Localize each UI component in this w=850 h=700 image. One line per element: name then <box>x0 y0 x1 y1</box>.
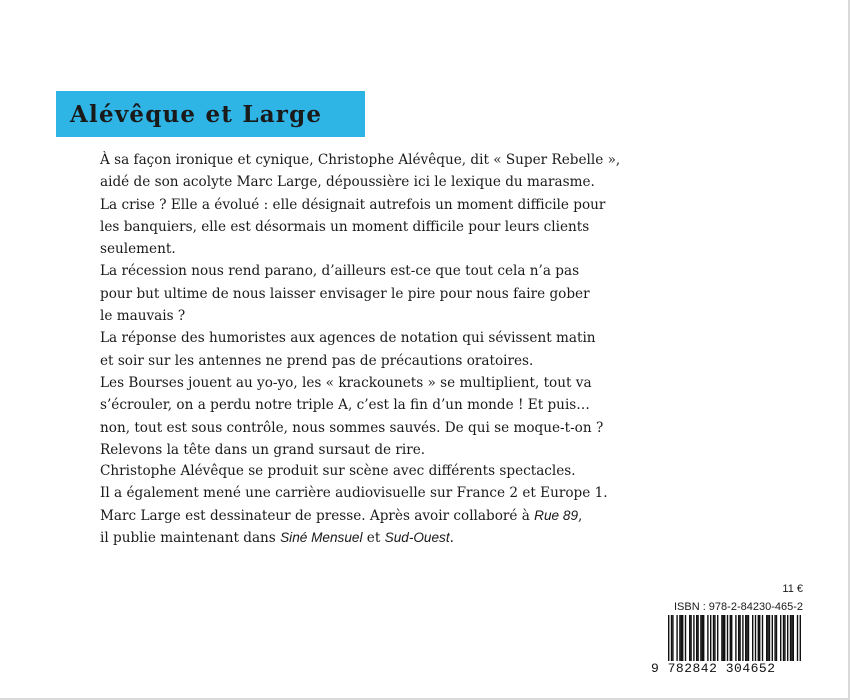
barcode-bar <box>681 615 682 661</box>
barcode-bar <box>697 615 698 661</box>
bio-line <box>100 527 608 549</box>
barcode-bar <box>727 615 728 661</box>
bio-text: , <box>578 507 583 524</box>
barcode-bar <box>745 615 746 661</box>
barcode-bar <box>693 615 694 661</box>
barcode-bar <box>682 615 683 661</box>
blurb-line: La crise ? Elle a évolué : elle désignait autrefois un moment difficile pour <box>100 196 606 213</box>
barcode-bar <box>700 615 701 661</box>
bio-text: et <box>362 529 385 546</box>
barcode-bar <box>723 615 724 661</box>
barcode-bar <box>730 615 731 661</box>
barcode-bar <box>758 615 759 661</box>
barcode-bar <box>797 615 798 661</box>
barcode-bar <box>793 615 794 661</box>
blurb-line: les banquiers, elle est désormais un moment difficile pour leurs clients <box>100 218 590 235</box>
barcode-bar <box>755 615 756 661</box>
blurb-line: et soir sur les antennes ne prend pas de précautions oratoires. <box>100 352 534 369</box>
barcode-bar <box>742 615 743 661</box>
bio-line: Christophe Alévêque se produit sur scène avec différents spectacles. <box>100 463 576 479</box>
barcode-bar <box>690 615 691 661</box>
barcode-bar <box>685 615 686 661</box>
barcode-bar <box>774 615 775 661</box>
barcode-bar <box>759 615 760 661</box>
barcode-bar <box>752 615 753 661</box>
barcode-bar <box>679 615 680 661</box>
bio-text: . <box>449 529 454 546</box>
blurb-line: La réponse des humoristes aux agences de notation qui sévissent matin <box>100 330 596 347</box>
price-label: 11 € <box>782 583 803 595</box>
barcode-bar <box>707 615 708 661</box>
blurb-text <box>100 149 620 461</box>
barcode-bar <box>748 615 749 661</box>
barcode-bar <box>772 615 773 661</box>
title-banner <box>56 91 365 137</box>
bio-text: il publie maintenant dans <box>100 529 281 546</box>
barcode-bar <box>721 615 722 661</box>
barcode-bar <box>717 615 718 661</box>
barcode-bar <box>762 615 763 661</box>
barcode-bar <box>724 615 725 661</box>
bio-text: Marc Large est dessinateur de presse. Après avoir collaboré à <box>100 507 535 524</box>
barcode-bar <box>713 615 714 661</box>
barcode-bar <box>738 615 739 661</box>
barcode-bar <box>769 615 770 661</box>
author-bio <box>100 460 608 549</box>
barcode-bar <box>783 615 784 661</box>
barcode-bar <box>710 615 711 661</box>
blurb-line: seulement. <box>100 241 176 258</box>
barcode-bar <box>739 615 740 661</box>
barcode-bar <box>767 615 768 661</box>
publication-name: Siné Mensuel <box>280 529 363 545</box>
blurb-line: aidé de son acolyte Marc Large, dépoussière ici le lexique du marasme. <box>100 174 595 191</box>
barcode-bar <box>714 615 715 661</box>
bio-line: Il a également mené une carrière audiovisuelle sur France 2 et Europe 1. <box>100 485 608 502</box>
blurb-line: s’écrouler, on a perdu notre triple A, c’est la fin d’un monde ! Et puis… <box>100 397 590 414</box>
barcode-bar <box>703 615 704 661</box>
book-title: Alévêque et Large <box>70 100 323 128</box>
isbn-label: ISBN : 978-2-84230-465-2 <box>673 601 803 613</box>
blurb-line: La récession nous rend parano, d’ailleurs est-ce que tout cela n’a pas <box>100 263 580 280</box>
blurb-line: Relevons la tête dans un grand sursaut de rire. <box>100 441 426 458</box>
barcode-bar <box>746 615 747 661</box>
barcode-bar <box>787 615 788 661</box>
blurb-line: À sa façon ironique et cynique, Christophe Alévêque, dit « Super Rebelle », <box>100 152 621 168</box>
publication-name: Sud-Ouest <box>384 529 450 545</box>
barcode-bar <box>791 615 792 661</box>
barcode-bar <box>790 615 791 661</box>
barcode-bar <box>689 615 690 661</box>
barcode-bar <box>676 615 677 661</box>
barcode-bar <box>776 615 777 661</box>
blurb-line: Les Bourses jouent au yo-yo, les « krackounets » se multiplient, tout va <box>100 374 592 391</box>
barcode-bar <box>766 615 767 661</box>
barcode-digits: 9 782842 304652 <box>651 661 776 676</box>
publication-name: Rue 89 <box>534 507 579 523</box>
barcode-bar <box>731 615 732 661</box>
barcode-bar <box>702 615 703 661</box>
barcode-bar <box>780 615 781 661</box>
bio-line <box>100 505 608 527</box>
blurb-line: non, tout est sous contrôle, nous sommes sauvés. De qui se moque-t-on ? <box>100 419 604 436</box>
blurb-line: le mauvais ? <box>100 308 186 325</box>
blurb-line: pour but ultime de nous laisser envisager le pire pour nous faire gober <box>100 285 590 302</box>
barcode-bar <box>696 615 697 661</box>
barcode-bar <box>784 615 785 661</box>
barcode-bar <box>672 615 673 661</box>
